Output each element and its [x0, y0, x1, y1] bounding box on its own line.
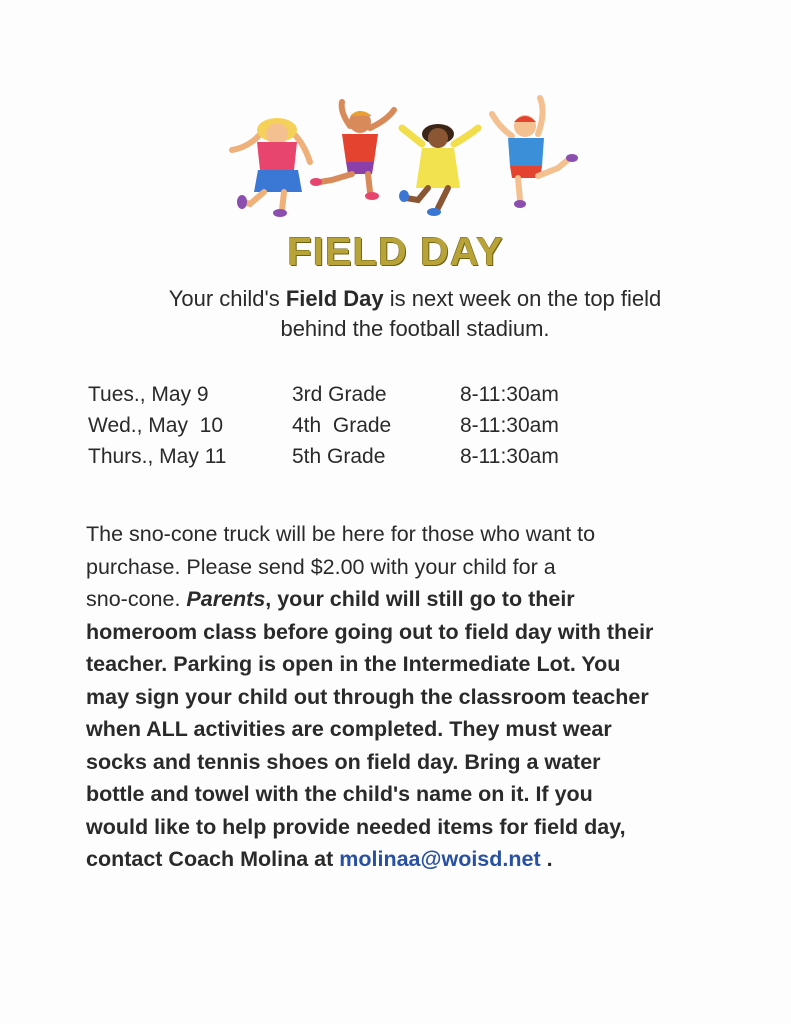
schedule-day: Thurs., May 11 — [88, 445, 227, 468]
body-line: may sign your child out through the classroom teacher — [86, 684, 649, 709]
body-line: bottle and towel with the child's name on it. If you — [86, 782, 593, 806]
intro-text-2: is next week on the top field — [383, 286, 662, 311]
kid-blue-shirt — [492, 98, 578, 208]
schedule-row — [88, 414, 608, 445]
schedule-time: 8-11:30am — [460, 445, 559, 468]
schedule-grade: 4th Grade — [292, 414, 392, 437]
schedule-row — [88, 383, 608, 414]
body-text: sno-cone. — [86, 587, 187, 611]
jumping-kids-illustration — [222, 92, 584, 224]
body-line: homeroom class before going out to field day with their — [86, 619, 654, 644]
body-line: when ALL activities are completed. They must wear — [86, 717, 612, 741]
schedule-time: 8-11:30am — [460, 414, 559, 437]
body-line — [86, 843, 726, 876]
schedule-day: Wed., May 10 — [88, 414, 224, 437]
parents-emphasis: Parents — [186, 587, 266, 611]
page-title: FIELD DAY — [287, 230, 504, 274]
kid-red-shirt — [310, 102, 394, 200]
email-link[interactable]: molinaa@woisd.net — [339, 847, 541, 871]
intro-text: Your child's — [168, 286, 286, 311]
intro-bold: Field Day — [285, 286, 384, 311]
schedule-row — [88, 445, 608, 476]
body-bold-text: , your child will still go to their — [265, 587, 575, 611]
schedule-time: 8-11:30am — [460, 383, 559, 406]
kid-yellow-dress — [399, 124, 478, 216]
intro-paragraph — [90, 284, 740, 344]
body-line: teacher. Parking is open in the Intermediate Lot. You — [86, 652, 621, 676]
contact-end: . — [540, 847, 553, 871]
body-line — [86, 583, 726, 616]
kid-blonde-girl — [232, 118, 310, 217]
schedule-grade: 5th Grade — [292, 445, 386, 468]
intro-line-2: behind the football stadium. — [280, 316, 550, 341]
body-line: socks and tennis shoes on field day. Bring a water — [86, 749, 601, 774]
schedule-day: Tues., May 9 — [88, 383, 209, 406]
body-line: The sno-cone truck will be here for those who want to — [86, 522, 596, 546]
schedule-table — [88, 383, 608, 476]
details-paragraph — [86, 518, 726, 876]
body-line: purchase. Please send $2.00 with your child for a — [86, 554, 556, 579]
body-line: would like to help provide needed items for field day, — [86, 814, 626, 839]
schedule-grade: 3rd Grade — [292, 383, 387, 406]
contact-text: contact Coach Molina at — [86, 847, 340, 871]
